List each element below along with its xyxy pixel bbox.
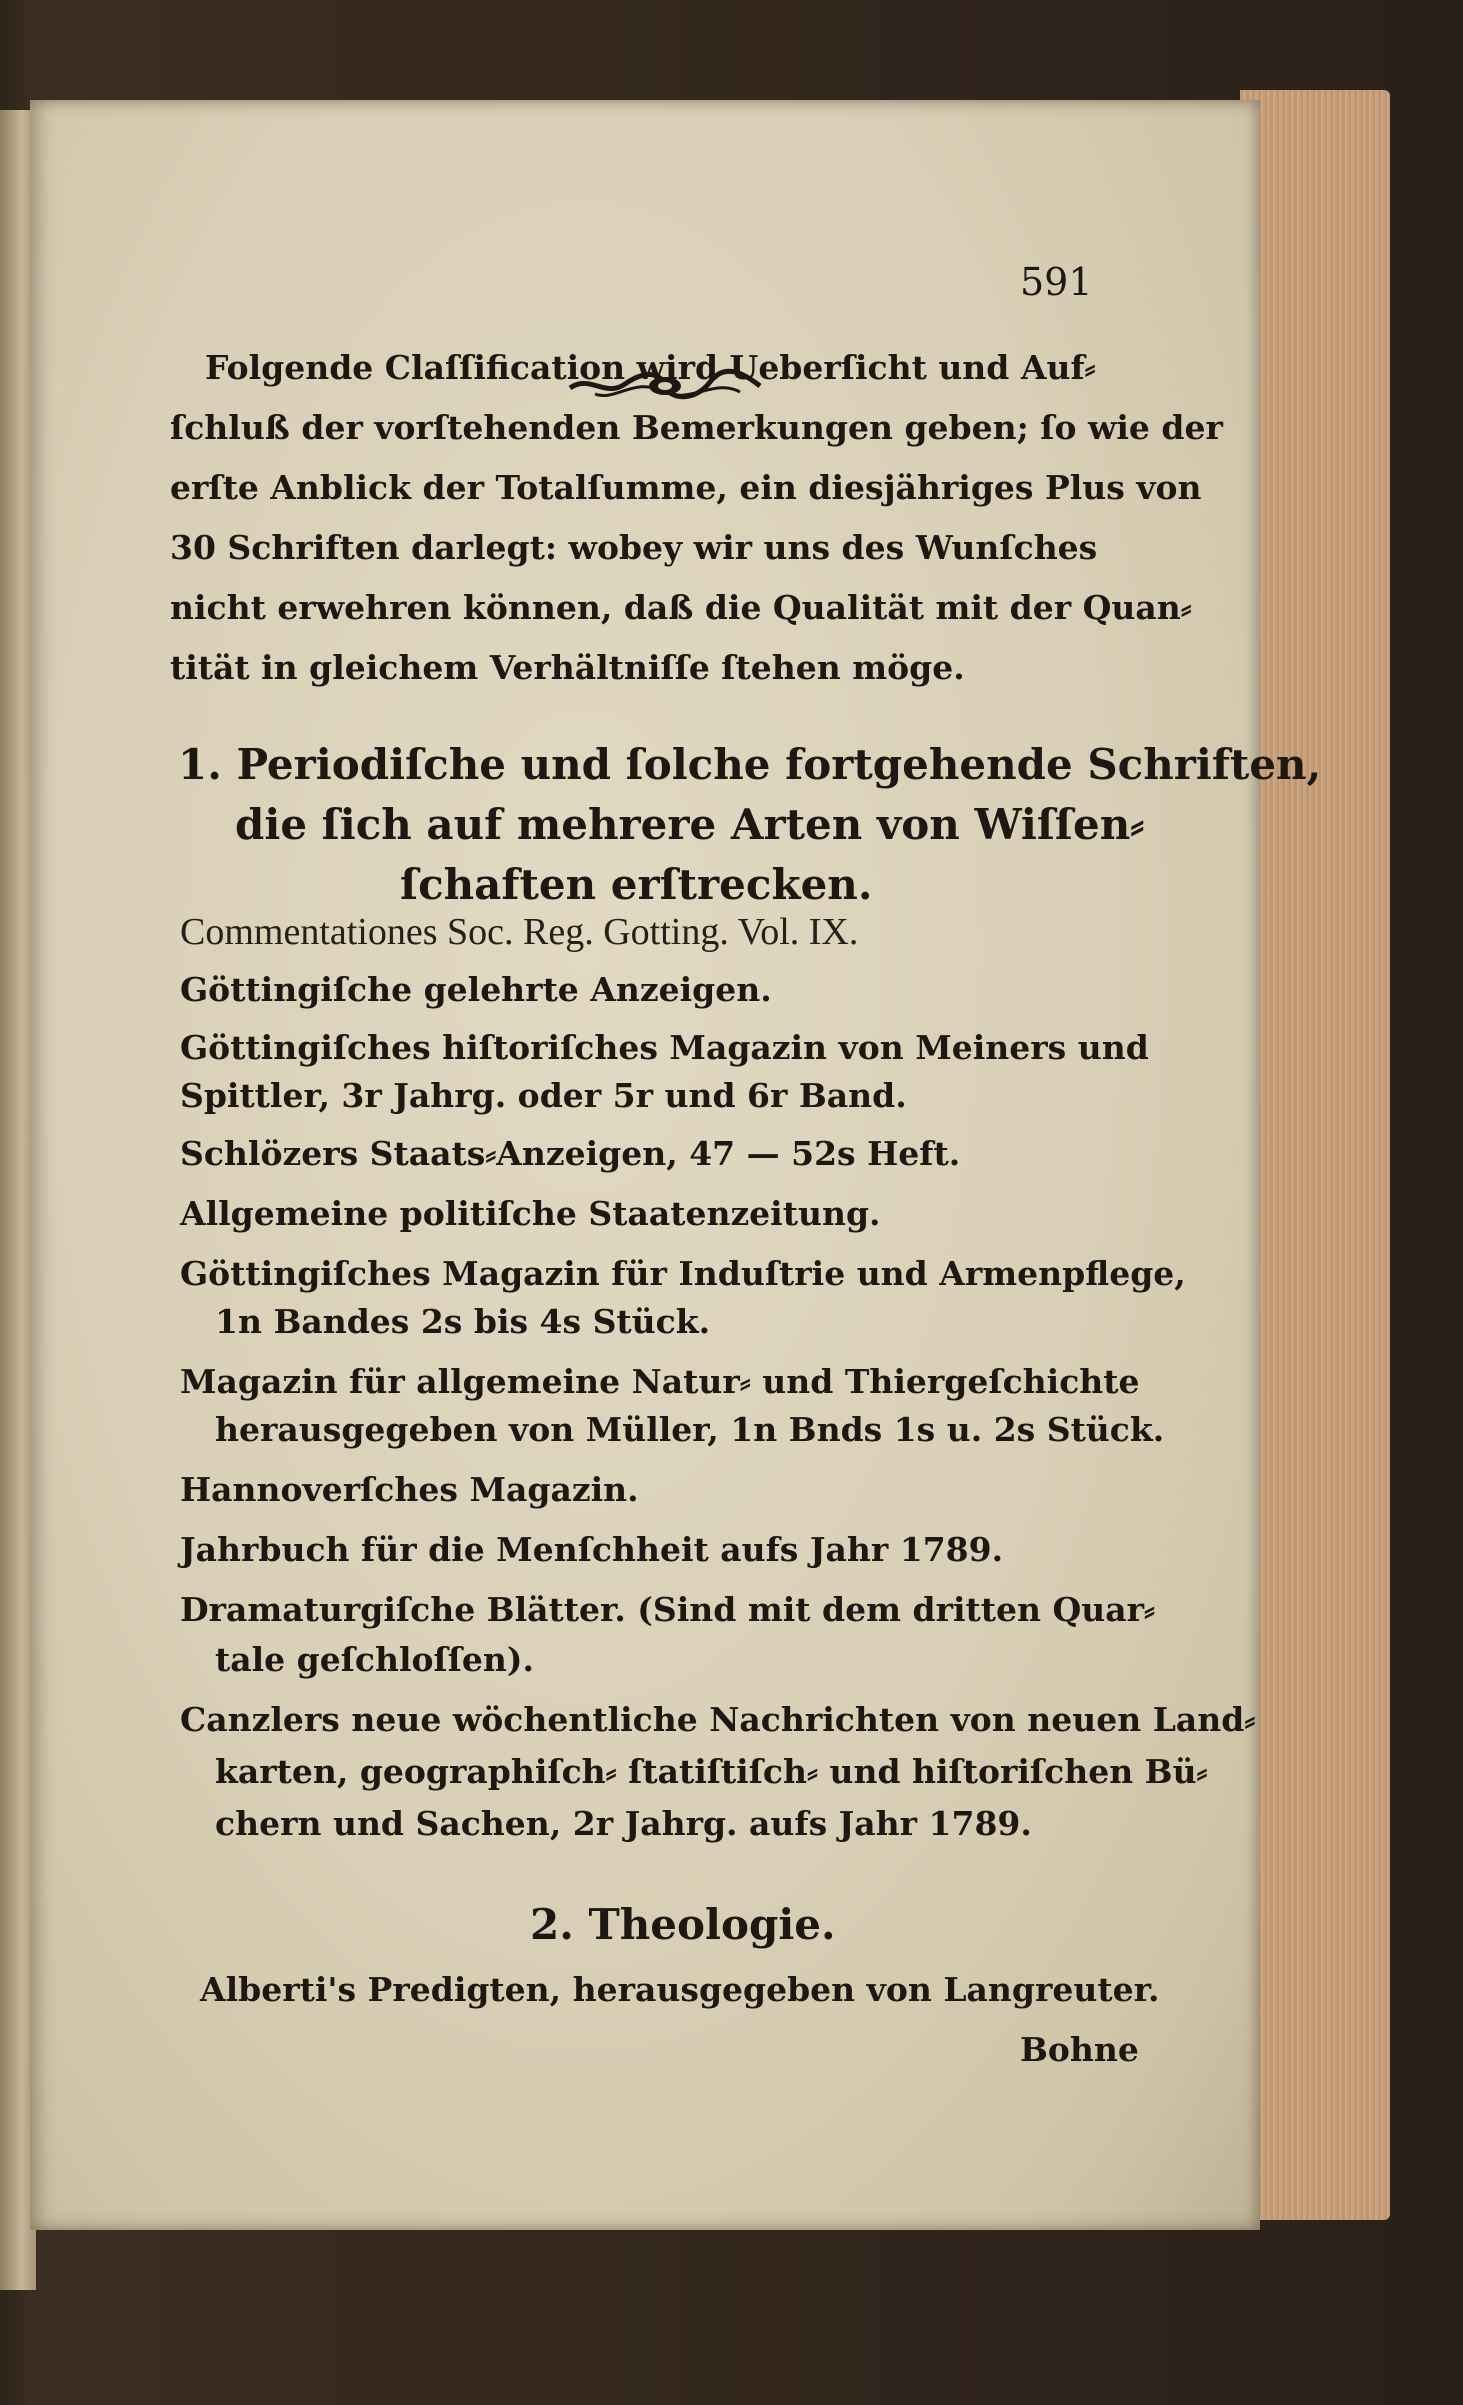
book-page [30, 100, 1322, 2230]
entry-historisches-magazin-cont: Spittler, 3r Jahrg. oder 5r und 6r Band. [180, 1076, 907, 1115]
intro-line-3: erſte Anblick der Totalſumme, ein diesjähriges Plus von [170, 468, 1202, 507]
entry-jahrbuch: Jahrbuch für die Menſchheit aufs Jahr 1789. [180, 1530, 1004, 1569]
intro-line-6: tität in gleichem Verhältniſſe ſtehen möge. [170, 648, 965, 687]
entry-naturgeschichte: Magazin für allgemeine Natur⸗ und Thiergeſchichte [180, 1362, 1140, 1401]
entry-staatenzeitung: Allgemeine politiſche Staatenzeitung. [180, 1194, 881, 1233]
entry-canzlers-nachrichten-cont-1: karten, geographiſch⸗ ſtatiſtiſch⸗ und hiſtoriſchen Bü⸗ [215, 1752, 1208, 1791]
section-1-heading-line-3: ſchaften erſtrecken. [400, 860, 873, 909]
entry-naturgeschichte-cont: herausgegeben von Müller, 1n Bnds 1s u. 2s Stück. [215, 1410, 1165, 1449]
entry-industrie-magazin-cont: 1n Bandes 2s bis 4s Stück. [215, 1302, 711, 1341]
entry-hannoversches-magazin: Hannoverſches Magazin. [180, 1470, 639, 1509]
intro-line-4: 30 Schriften darlegt: wobey wir uns des Wunſches [170, 528, 1098, 567]
catchword: Bohne [1020, 2030, 1139, 2069]
section-1-heading-line-2: die ſich auf mehrere Arten von Wiſſen⸗ [235, 800, 1145, 849]
section-2-heading: 2. Theologie. [530, 1900, 836, 1949]
entry-staats-anzeigen: Schlözers Staats⸗Anzeigen, 47 — 52s Heft. [180, 1134, 961, 1173]
entry-canzlers-nachrichten-cont-2: chern und Sachen, 2r Jahrg. aufs Jahr 1789. [215, 1804, 1032, 1843]
entry-dramaturgische-blaetter-cont: tale geſchloſſen). [215, 1640, 535, 1679]
entry-dramaturgische-blaetter: Dramaturgiſche Blätter. (Sind mit dem dritten Quar⸗ [180, 1590, 1155, 1629]
intro-line-5: nicht erwehren können, daß die Qualität mit der Quan⸗ [170, 588, 1192, 627]
intro-line-2: ſchluß der vorſtehenden Bemerkungen geben; ſo wie der [170, 408, 1223, 447]
entry-albertis-predigten: Alberti's Predigten, herausgegeben von Langreuter. [200, 1970, 1160, 2009]
section-1-heading-line-1: 1. Periodiſche und ſolche fortgehende Schriften, [178, 740, 1322, 789]
entry-commentationes: Commentationes Soc. Reg. Gotting. Vol. IX. [180, 911, 859, 953]
page-edges [1240, 90, 1390, 2220]
intro-line-1: Folgende Claſſification wird Ueberſicht und Auf⸗ [205, 348, 1096, 387]
entry-historisches-magazin: Göttingiſches hiſtoriſches Magazin von Meiners und [180, 1028, 1149, 1067]
entry-goettingische-anzeigen: Göttingiſche gelehrte Anzeigen. [180, 970, 772, 1009]
entry-canzlers-nachrichten: Canzlers neue wöchentliche Nachrichten von neuen Land⸗ [180, 1700, 1256, 1739]
page-number: 591 [1020, 260, 1093, 304]
entry-industrie-magazin: Göttingiſches Magazin für Induſtrie und Armenpflege, [180, 1254, 1186, 1293]
